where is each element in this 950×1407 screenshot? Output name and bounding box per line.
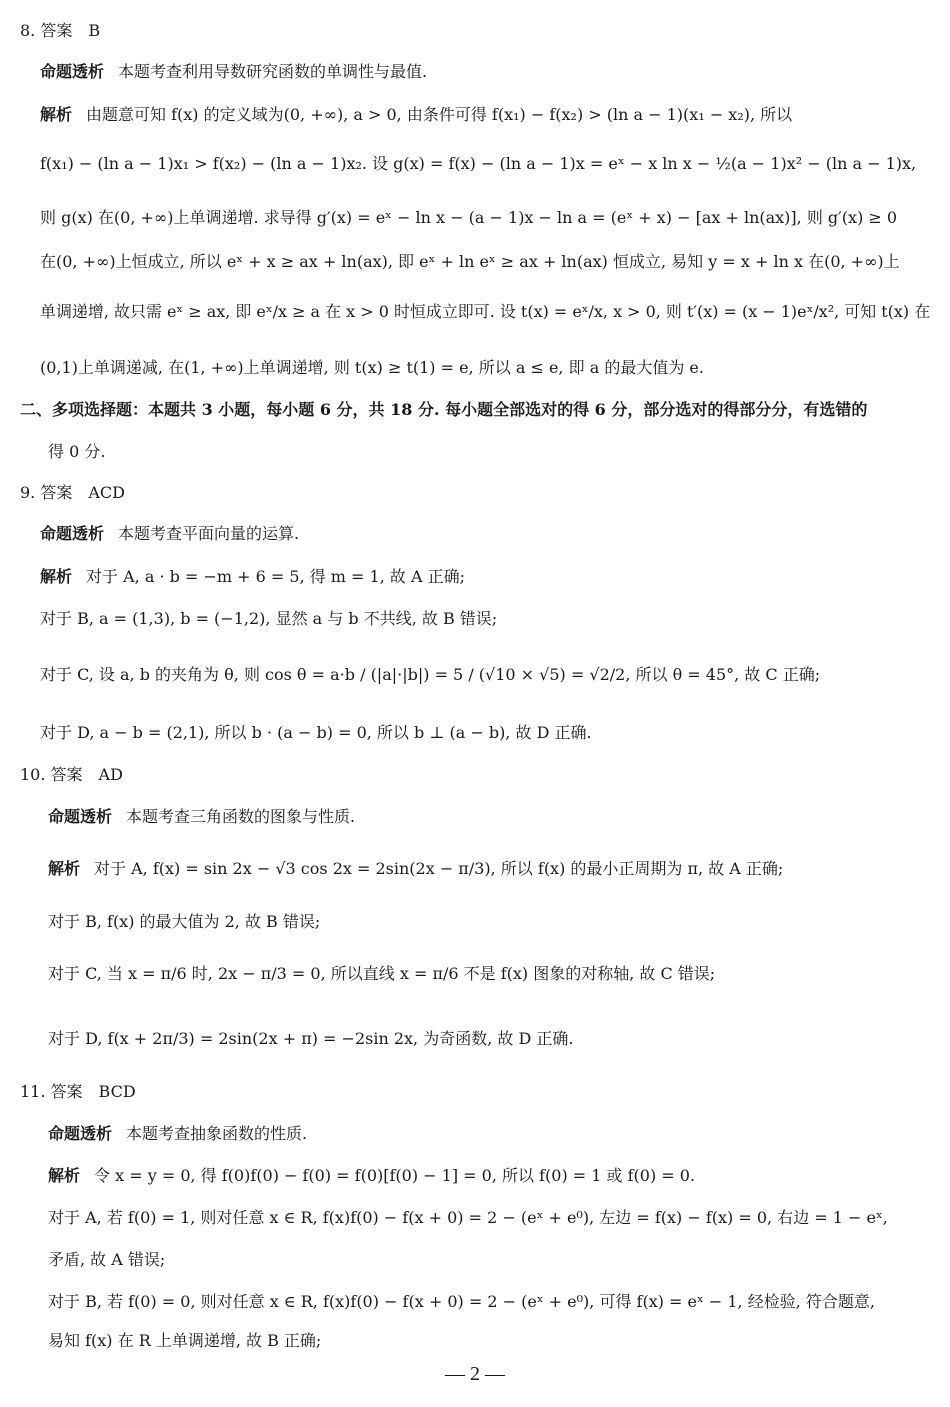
q8-jie-label: 解析: [40, 105, 73, 124]
q11-solution-line-4: 对于 B, 若 f(0) = 0, 则对任意 x ∈ R, f(x)f(0) − f(x + 0) = 2 − (eˣ + e⁰), 可得 f(x) = eˣ − 1, 经检验, 符合题意,: [48, 1292, 875, 1311]
q9-solution-line-3: 对于 C, 设 a, b 的夹角为 θ, 则 cos θ = a·b / (|a|·|b|) = 5 / (√10 × √5) = √2/2, 所以 θ = 45°, 故 C 正确;: [40, 665, 821, 684]
q9-solution-line-4: 对于 D, a − b = (2,1), 所以 b · (a − b) = 0, 所以 b ⊥ (a − b), 故 D 正确.: [40, 723, 592, 742]
q8-tou-text: 本题考查利用导数研究函数的单调性与最值.: [118, 62, 428, 81]
q10-solution-line-1: [48, 858, 783, 880]
q11-line-text: 令 x = y = 0, 得 f(0)f(0) − f(0) = f(0)[f(0) − 1] = 0, 所以 f(0) = 1 或 f(0) = 0.: [94, 1166, 696, 1185]
q11-tou-text: 本题考查抽象函数的性质.: [126, 1124, 308, 1143]
q10-solution-line-4: 对于 D, f(x + 2π/3) = 2sin(2x + π) = −2sin 2x, 为奇函数, 故 D 正确.: [48, 1029, 574, 1048]
q8-solution-line-5: 单调递增, 故只需 eˣ ≥ ax, 即 eˣ/x ≥ a 在 x > 0 时恒成立即可. 设 t(x) = eˣ/x, x > 0, 则 t′(x) = (x − 1)eˣ/x², 可知 t(x) 在: [40, 302, 931, 321]
q8-solution-line-2: f(x₁) − (ln a − 1)x₁ > f(x₂) − (ln a − 1)x₂. 设 g(x) = f(x) − (ln a − 1)x = eˣ − x ln x − ½(a − 1)x² − (ln a − 1)x,: [40, 154, 917, 173]
q11-solution-line-5: 易知 f(x) 在 R 上单调递增, 故 B 正确;: [48, 1331, 322, 1350]
q11-tou-label: 命题透析: [48, 1124, 113, 1143]
q8-solution-line-1: [40, 104, 792, 126]
q9-jie-label: 解析: [40, 567, 73, 586]
q8-answer-header: 8. 答案 B: [20, 21, 101, 40]
q11-solution-line-2: 对于 A, 若 f(0) = 1, 则对任意 x ∈ R, f(x)f(0) − f(x + 0) = 2 − (eˣ + e⁰), 左边 = f(x) − f(x) = 0, 右边 = 1 − eˣ,: [48, 1208, 888, 1227]
q11-solution-line-1: [48, 1165, 695, 1187]
q8-solution-line-3: 则 g(x) 在(0, +∞)上单调递增. 求导得 g′(x) = eˣ − ln x − (a − 1)x − ln a = (eˣ + x) − [ax + ln(ax)], 则 g′(x) ≥ 0: [40, 208, 898, 227]
q8-line-text: 由题意可知 f(x) 的定义域为(0, +∞), a > 0, 由条件可得 f(x₁) − f(x₂) > (ln a − 1)(x₁ − x₂), 所以: [86, 105, 793, 124]
q10-solution-line-2: 对于 B, f(x) 的最大值为 2, 故 B 错误;: [48, 912, 321, 931]
q9-tou-label: 命题透析: [40, 524, 105, 543]
q9-analysis: [40, 523, 299, 545]
q11-solution-line-3: 矛盾, 故 A 错误;: [48, 1250, 166, 1269]
q10-jie-label: 解析: [48, 859, 81, 878]
q8-tou-label: 命题透析: [40, 62, 105, 81]
q11-answer-header: 11. 答案 BCD: [20, 1082, 136, 1101]
q11-analysis: [48, 1123, 307, 1145]
q10-tou-label: 命题透析: [48, 807, 113, 826]
q11-jie-label: 解析: [48, 1166, 81, 1185]
q8-solution-line-4: 在(0, +∞)上恒成立, 所以 eˣ + x ≥ ax + ln(ax), 即 eˣ + ln eˣ ≥ ax + ln(ax) 恒成立, 易知 y = x + ln x 在(0, +∞)上: [40, 252, 900, 271]
q9-tou-text: 本题考查平面向量的运算.: [118, 524, 300, 543]
q10-line-text: 对于 A, f(x) = sin 2x − √3 cos 2x = 2sin(2x − π/3), 所以 f(x) 的最小正周期为 π, 故 A 正确;: [94, 859, 784, 878]
q10-analysis: [48, 806, 355, 828]
section-2-heading-cont: 得 0 分.: [48, 442, 106, 461]
q10-answer-header: 10. 答案 AD: [20, 765, 123, 784]
q10-tou-text: 本题考查三角函数的图象与性质.: [126, 807, 356, 826]
q8-analysis: [40, 61, 427, 83]
q9-solution-line-2: 对于 B, a = (1,3), b = (−1,2), 显然 a 与 b 不共线, 故 B 错误;: [40, 609, 498, 628]
q8-solution-line-6: (0,1)上单调递减, 在(1, +∞)上单调递增, 则 t(x) ≥ t(1) = e, 所以 a ≤ e, 即 a 的最大值为 e.: [40, 358, 704, 377]
q9-solution-line-1: [40, 566, 465, 588]
q9-line-text: 对于 A, a · b = −m + 6 = 5, 得 m = 1, 故 A 正确;: [86, 567, 466, 586]
q9-answer-header: 9. 答案 ACD: [20, 483, 125, 502]
q10-solution-line-3: 对于 C, 当 x = π/6 时, 2x − π/3 = 0, 所以直线 x = π/6 不是 f(x) 图象的对称轴, 故 C 错误;: [48, 964, 716, 983]
section-2-heading: 二、多项选择题：本题共 3 小题，每小题 6 分，共 18 分. 每小题全部选对的得 6 分，部分选对的得部分分，有选错的: [20, 400, 868, 419]
page-number: — 2 —: [445, 1363, 505, 1385]
